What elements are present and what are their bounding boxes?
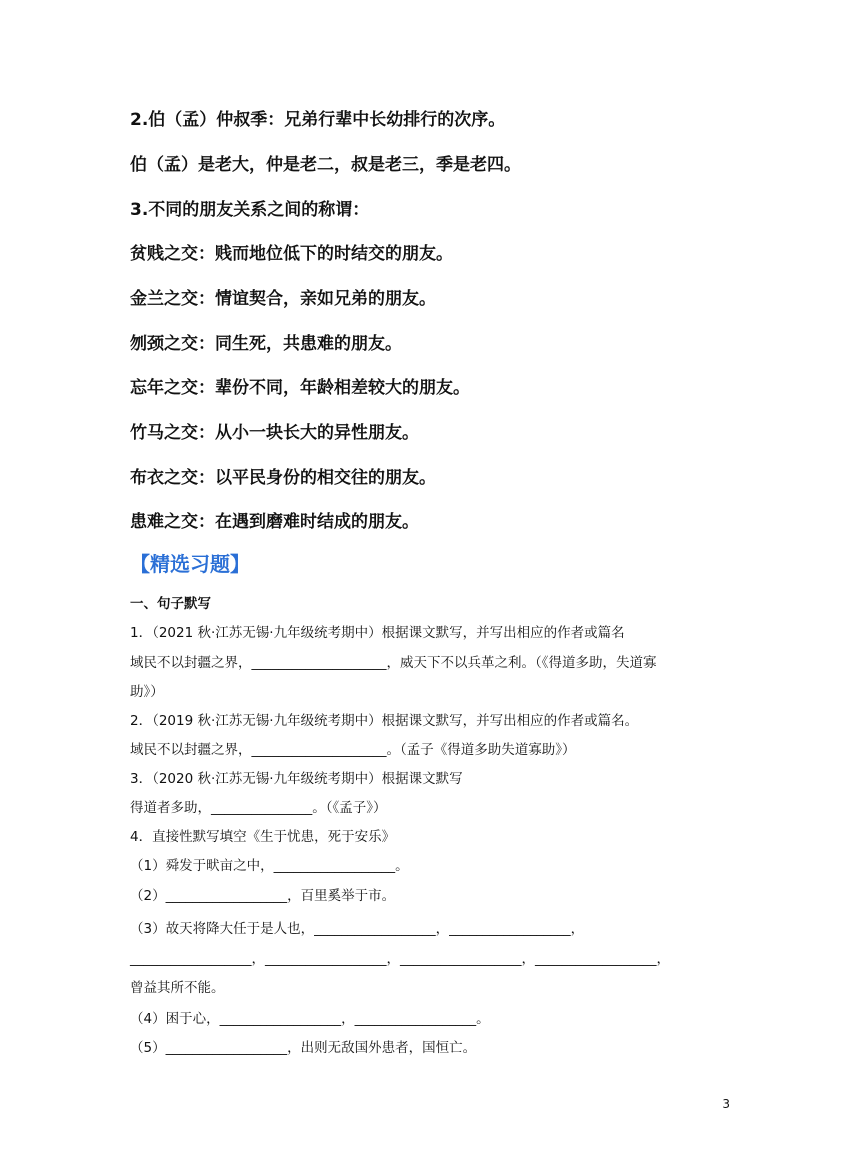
exercise-line: 域民不以封疆之界，____________________，威天下不以兵革之利。（《得道多助，失道寡: [130, 655, 657, 671]
note-line: 患难之交：在遇到磨难时结成的朋友。: [130, 512, 419, 532]
note-line: 伯（孟）是老大，仲是老二，叔是老三，季是老四。: [130, 155, 521, 175]
note-line: 忘年之交：辈份不同，年龄相差较大的朋友。: [130, 378, 470, 398]
exercise-line: __________________，__________________，__________________，__________________，: [130, 951, 670, 967]
exercise-line: 得道者多助，_______________。（《孟子》）: [130, 800, 387, 816]
note-line: 2.伯（孟）仲叔季：兄弟行辈中长幼排行的次序。: [130, 110, 506, 130]
exercise-line: 域民不以封疆之界，____________________。（孟子《得道多助失道寡助》）: [130, 742, 576, 758]
note-line: 竹马之交：从小一块长大的异性朋友。: [130, 423, 419, 443]
page-number: 3: [722, 1097, 730, 1111]
exercise-line: （3）故天将降大任于是人也，__________________，__________________，: [130, 921, 585, 937]
exercise-line: （2）__________________，百里奚举于市。: [130, 888, 396, 904]
exercise-line: 助》）: [130, 684, 164, 700]
exercise-heading: 一、句子默写: [130, 596, 211, 612]
exercise-line: 曾益其所不能。: [130, 980, 225, 996]
note-line: 布衣之交：以平民身份的相交往的朋友。: [130, 468, 436, 488]
section-title: 【精选习题】: [130, 552, 250, 576]
note-line: 金兰之交：情谊契合，亲如兄弟的朋友。: [130, 289, 436, 309]
note-heading: 3.不同的朋友关系之间的称谓：: [130, 200, 370, 220]
exercise-line: （5）__________________，出则无敌国外患者，国恒亡。: [130, 1040, 477, 1056]
exercise-line: 1．（2021 秋·江苏无锡·九年级统考期中）根据课文默写，并写出相应的作者或篇名: [130, 625, 625, 641]
exercise-line: （1）舜发于畎亩之中，__________________。: [130, 858, 409, 874]
note-line: 刎颈之交：同生死，共患难的朋友。: [130, 334, 402, 354]
exercise-line: （4）困于心，__________________，__________________。: [130, 1011, 490, 1027]
exercise-line: 4．直接性默写填空《生于忧患，死于安乐》: [130, 829, 396, 845]
note-line: 贫贱之交：贱而地位低下的时结交的朋友。: [130, 244, 453, 264]
exercise-line: 2．（2019 秋·江苏无锡·九年级统考期中）根据课文默写，并写出相应的作者或篇名。: [130, 713, 639, 729]
exercise-line: 3．（2020 秋·江苏无锡·九年级统考期中）根据课文默写: [130, 771, 463, 787]
